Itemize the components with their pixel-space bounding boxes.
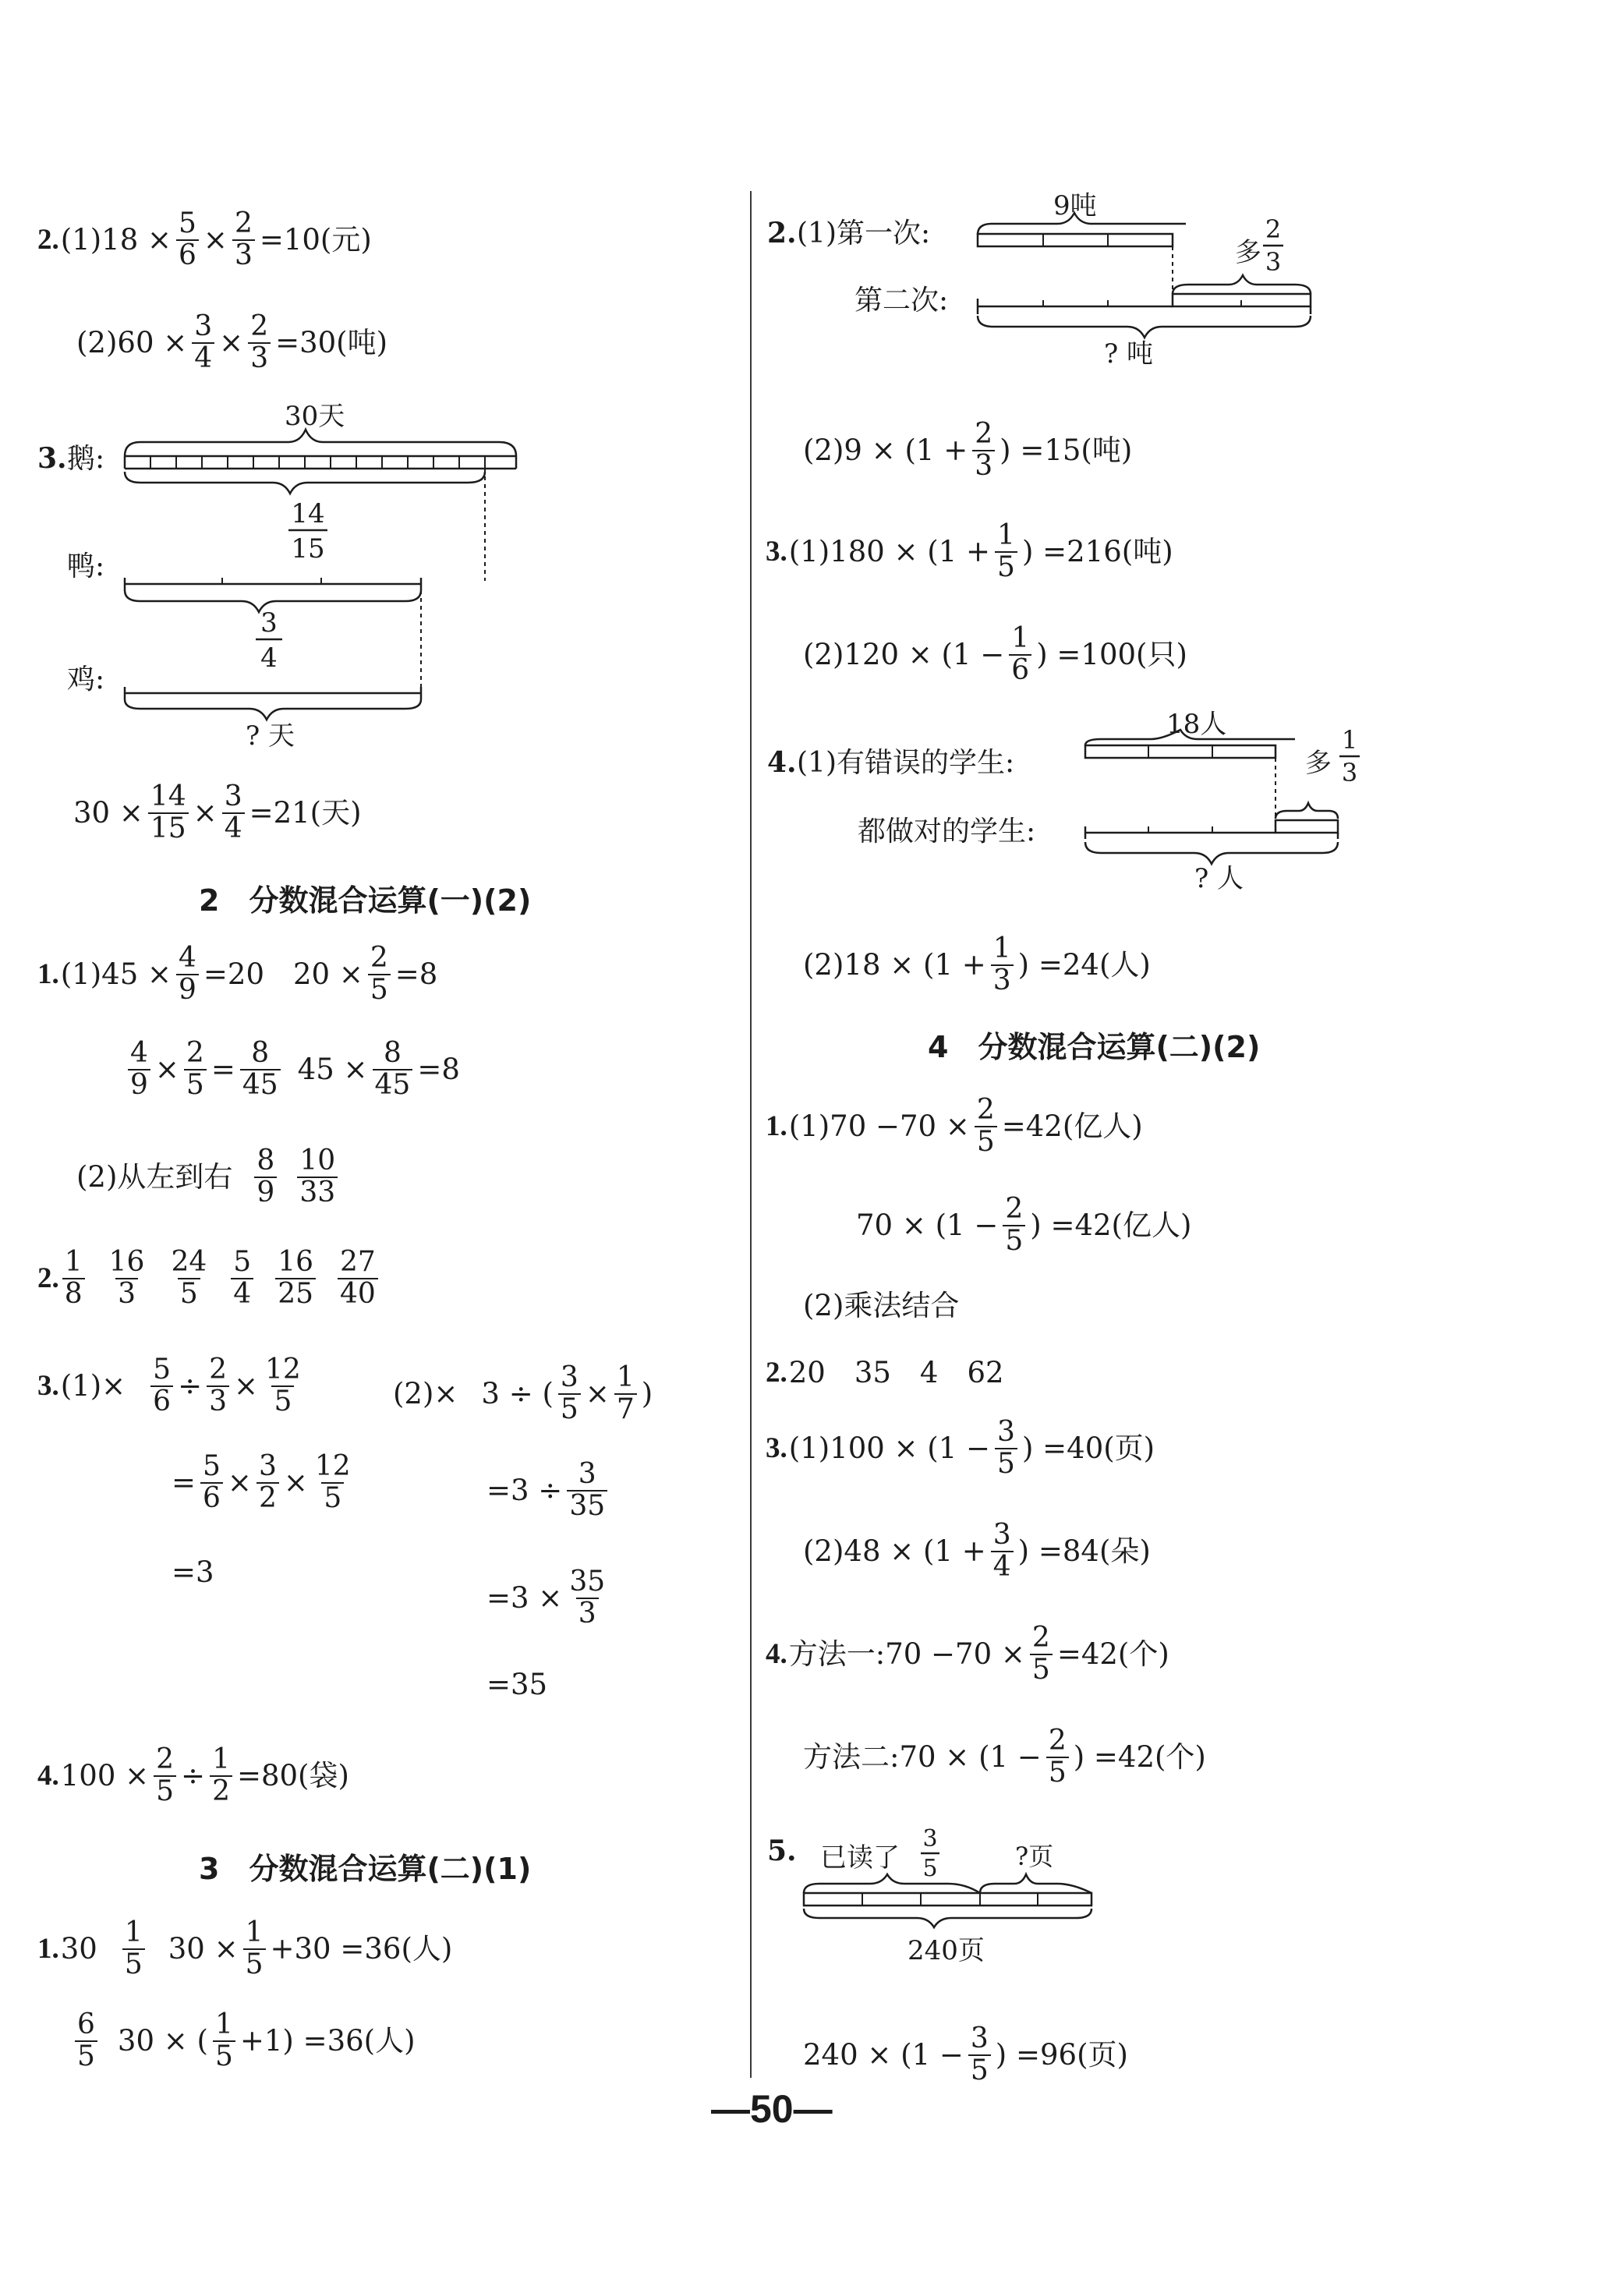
fraction: $\frac{2}{5}$ <box>1003 1194 1025 1257</box>
s3q1-line1: 1. 30 $\frac{1}{5}$ 30 × $\frac{1}{5}$ +30 =36(人) <box>37 1916 453 1980</box>
section-heading-3: 3 分数混合运算(二)(1) <box>199 1852 532 1886</box>
fraction: $\frac{6}{5}$ <box>75 2010 97 2072</box>
q5-number: 5. <box>767 1835 797 1867</box>
fraction: $\frac{4}{9}$ <box>128 1039 150 1101</box>
fraction: $\frac{3}{5}$ <box>558 1363 581 1425</box>
unknown-days: ? 天 <box>246 720 295 752</box>
s2q1-line3: (2)从左到右 $\frac{8}{9}$ $\frac{10}{33}$ <box>75 1146 341 1208</box>
fraction: $\frac{8}{45}$ <box>240 1039 281 1101</box>
frac2-num: 3 <box>260 607 278 639</box>
fraction: $\frac{1}{5}$ <box>213 2010 235 2072</box>
fraction: $\frac{5}{6}$ <box>150 1355 173 1417</box>
s4q5-equation: 240 × (1 − $\frac{3}{5}$ ) =96(页) <box>803 2022 1128 2086</box>
right-q4-equation: (2)18 × (1 + $\frac{1}{3}$ ) =24(人) <box>803 932 1151 996</box>
s2q3-row3-right: =3 × $\frac{35}{3}$ <box>485 1567 610 1630</box>
top-brace <box>125 430 516 456</box>
right-q3-line1: 3. (1)180 × (1 + $\frac{1}{5}$ ) =216(吨) <box>766 519 1173 583</box>
fraction: $\frac{24}{5}$ <box>171 1246 207 1310</box>
people-label: 18人 <box>1166 709 1227 740</box>
s4q3-line2: (2)48 × (1 + $\frac{3}{4}$ ) =84(朵) <box>803 1519 1151 1583</box>
fraction: $\frac{2}{5}$ <box>975 1095 997 1158</box>
s2q3-row2-right: =3 ÷ $\frac{3}{35}$ <box>485 1460 610 1522</box>
right-q3-line2: (2)120 × (1 − $\frac{1}{6}$ ) =100(只) <box>803 622 1187 686</box>
fraction: $\frac{2}{5}$ <box>1030 1623 1053 1686</box>
fraction: $\frac{2}{3}$ <box>207 1355 229 1417</box>
fraction: $\frac{1}{2}$ <box>210 1745 232 1807</box>
wrong-label: (1)有错误的学生: <box>797 747 1015 779</box>
s4q1-line1: 1. (1)70 −70 × $\frac{2}{5}$ =42(亿人) <box>766 1094 1143 1158</box>
s2q1-line2: $\frac{4}{9}$ × $\frac{2}{5}$ = $\frac{8}{45}$ 45 × $\frac{8}{45}$ =8 <box>125 1039 462 1101</box>
fraction: $\frac{4}{9}$ <box>176 943 199 1006</box>
s4q3-line1: 3. (1)100 × (1 − $\frac{3}{5}$ ) =40(页) <box>766 1416 1155 1480</box>
duck-label: 鸭: <box>67 550 105 582</box>
fraction: $\frac{2}{3}$ <box>248 312 271 374</box>
fraction: $\frac{3}{4}$ <box>222 782 245 844</box>
total-pages: 240页 <box>908 1935 985 1966</box>
right-q2-equation: (2)9 × (1 + $\frac{2}{3}$ ) =15(吨) <box>803 418 1133 482</box>
second-label: 第二次: <box>854 285 949 317</box>
more-label: 多 <box>1235 237 1261 268</box>
fraction: $\frac{5}{6}$ <box>200 1452 223 1514</box>
fraction: $\frac{2}{5}$ <box>1046 1726 1069 1789</box>
right-q2-segment-diagram <box>761 191 1353 386</box>
fraction: $\frac{2}{5}$ <box>368 943 391 1006</box>
fraction: $\frac{5}{6}$ <box>176 209 199 271</box>
fraction: $\frac{1}{7}$ <box>614 1363 637 1425</box>
fraction: $\frac{3}{35}$ <box>567 1460 607 1522</box>
frac2-den: 4 <box>260 642 278 674</box>
read-den: 5 <box>922 1855 938 1882</box>
q4-number: 4. <box>767 746 797 779</box>
unknown-pages: ?页 <box>1015 1842 1054 1871</box>
unknown-people: ? 人 <box>1194 863 1244 894</box>
fraction: $\frac{5}{4}$ <box>231 1247 253 1310</box>
left-q3-equation: 30 × $\frac{14}{15}$ × $\frac{3}{4}$ =21(天) <box>73 780 362 844</box>
fraction: $\frac{1}{6}$ <box>1009 624 1031 686</box>
fraction: $\frac{8}{9}$ <box>254 1146 277 1208</box>
s4q4-line2: 方法二:70 × (1 − $\frac{2}{5}$ ) =42(个) <box>803 1725 1206 1789</box>
fraction: $\frac{2}{5}$ <box>184 1039 207 1101</box>
s4q1-line3: (2)乘法结合 <box>803 1289 960 1322</box>
s2q1-line1: 1. (1)45 × $\frac{4}{9}$ =20 20 × $\frac{2}{5}$ =8 <box>37 942 438 1006</box>
s2q3-row3-left: =3 <box>172 1555 214 1589</box>
days-label: 30天 <box>285 401 345 432</box>
s2q4-line: 4. 100 × $\frac{2}{5}$ ÷ $\frac{1}{2}$ =80(袋) <box>37 1743 349 1807</box>
fraction: $\frac{3}{4}$ <box>991 1520 1014 1583</box>
fraction: $\frac{1}{3}$ <box>991 934 1014 996</box>
fraction: $\frac{35}{3}$ <box>569 1566 606 1630</box>
fraction: $\frac{10}{33}$ <box>297 1146 338 1208</box>
first-label: (1)第一次: <box>797 218 931 249</box>
fraction: $\frac{3}{5}$ <box>968 2024 991 2086</box>
fraction: $\frac{14}{15}$ <box>148 782 189 844</box>
left-q2-line2: (2)60 × $\frac{3}{4}$ × $\frac{2}{3}$ =30(吨) <box>76 310 388 374</box>
q3-number: 3. <box>37 442 67 475</box>
page-number: —50— <box>711 2087 833 2131</box>
fraction: $\frac{2}{3}$ <box>232 209 255 271</box>
s2q3-row2-left: = $\frac{5}{6}$ × $\frac{3}{2}$ × $\frac{12}{5}$ <box>170 1452 356 1514</box>
fraction: $\frac{8}{45}$ <box>373 1039 413 1101</box>
fraction: $\frac{12}{5}$ <box>314 1450 351 1514</box>
fraction: $\frac{1}{5}$ <box>122 1918 145 1980</box>
more-label-q4: 多 <box>1305 748 1332 779</box>
s4q5-segment-diagram <box>761 1817 1198 1988</box>
fraction: $\frac{2}{5}$ <box>154 1745 176 1807</box>
fraction: $\frac{27}{40}$ <box>338 1247 378 1310</box>
frac1-den: 15 <box>291 533 325 564</box>
q2-number: 2. <box>767 217 797 249</box>
unknown-tons: ? 吨 <box>1104 338 1154 370</box>
s3q1-line2: $\frac{6}{5}$ 30 × ( $\frac{1}{5}$ +1) =36(人) <box>72 2010 417 2072</box>
fraction: $\frac{3}{4}$ <box>192 312 214 374</box>
fraction: $\frac{2}{3}$ <box>972 419 995 482</box>
frac1-num: 14 <box>291 498 325 529</box>
fraction: $\frac{1}{8}$ <box>62 1247 85 1310</box>
more-num-q4: 1 <box>1341 725 1358 755</box>
tons-label: 9吨 <box>1053 191 1097 221</box>
more-den-q4: 3 <box>1341 758 1358 787</box>
fraction: $\frac{12}{5}$ <box>265 1354 301 1417</box>
fraction: $\frac{16}{3}$ <box>108 1246 145 1310</box>
read-label: 已读了 <box>820 1842 900 1874</box>
section-heading-2: 2 分数混合运算(一)(2) <box>199 883 532 918</box>
section-heading-4: 4 分数混合运算(二)(2) <box>928 1030 1261 1064</box>
s2q2-line: 2. $\frac{1}{8}$ $\frac{16}{3}$ $\frac{24}{5}$ $\frac{5}{4}$ $\frac{16}{25}$ $\frac{27}{40}$ <box>37 1247 381 1310</box>
fraction: $\frac{1}{5}$ <box>995 521 1017 583</box>
goose-label: 鹅: <box>67 443 105 475</box>
s4q1-line2: 70 × (1 − $\frac{2}{5}$ ) =42(亿人) <box>856 1193 1192 1257</box>
s2q3-row1-left: 3. (1)× $\frac{5}{6}$ ÷ $\frac{2}{3}$ × $\frac{12}{5}$ <box>37 1355 306 1417</box>
more-num: 2 <box>1265 214 1282 244</box>
fraction: $\frac{1}{5}$ <box>243 1918 266 1980</box>
s2q3-row4-right: =35 <box>486 1668 548 1701</box>
left-q3-segment-diagram <box>31 394 546 752</box>
fraction: $\frac{16}{25}$ <box>275 1247 316 1310</box>
s2q3-row1-right: (2)× 3 ÷ ( $\frac{3}{5}$ × $\frac{1}{7}$ ) <box>393 1361 653 1425</box>
fraction: $\frac{3}{5}$ <box>995 1417 1017 1480</box>
column-divider <box>750 191 752 2078</box>
chicken-label: 鸡: <box>67 664 105 695</box>
fraction: $\frac{3}{2}$ <box>257 1452 279 1514</box>
more-den: 3 <box>1265 247 1282 277</box>
left-q2-line1: 2. (1)18 × $\frac{5}{6}$ × $\frac{2}{3}$ =10(元) <box>37 207 372 271</box>
read-num: 3 <box>922 1825 938 1853</box>
s4q2-line: 2. 20 35 4 62 <box>766 1356 1004 1389</box>
s4q4-line1: 4. 方法一:70 −70 × $\frac{2}{5}$ =42(个) <box>766 1622 1169 1686</box>
right-label: 都做对的学生: <box>858 816 1036 848</box>
right-q4-segment-diagram <box>761 702 1385 897</box>
